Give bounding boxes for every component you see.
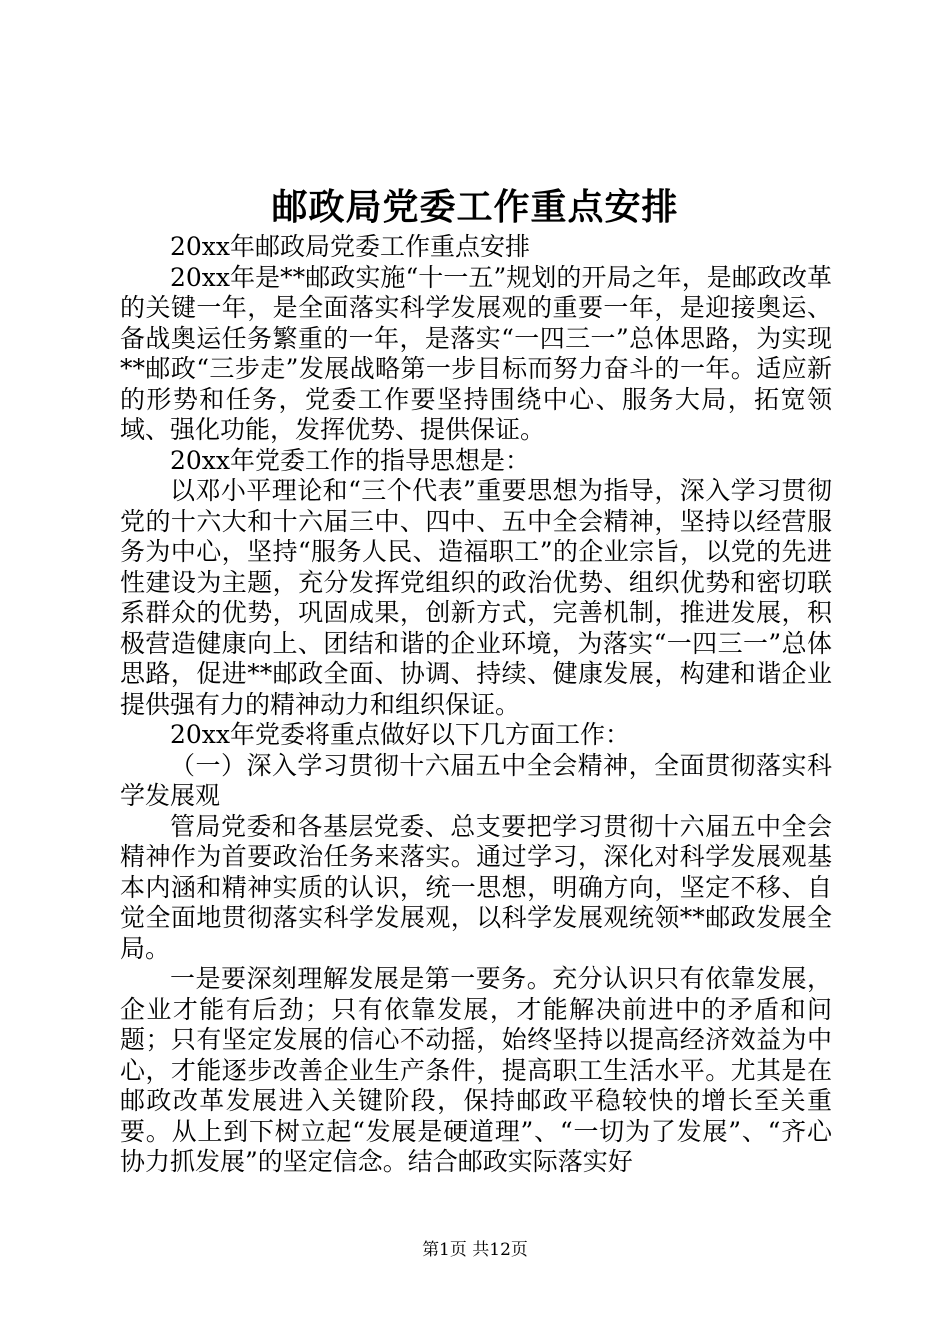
paragraph-guiding-thought: 以邓小平理论和“三个代表”重要思想为指导，深入学习贯彻党的十六大和十六届三中、四中、五中全会精神，坚持以经营服务为中心，坚持“服务人民、造福职工”的企业宗旨，以党的先进性建设为主题，充分发挥党组织的政治优势、组织优势和密切联系群众的优势，巩固成果，创新方式，完善机制，推进发展，积极营造健康向上、团结和谐的企业环境，为落实“一四三一”总体思路，促进**邮政全面、协调、持续、健康发展，构建和谐企业提供强有力的精神动力和组织保证。 <box>120 476 832 719</box>
paragraph-intro: 20xx年是**邮政实施“十一五”规划的开局之年，是邮政改革的关键一年，是全面落实科学发展观的重要一年，是迎接奥运、备战奥运任务繁重的一年，是落实“一四三一”总体思路，为实现**邮政“三步走”发展战略第一步目标而努力奋斗的一年。适应新的形势和任务，党委工作要坚持围绕中心、服务大局，拓宽领域、强化功能，发挥优势、提供保证。 <box>120 262 832 444</box>
page-footer: 第1页 共12页 <box>422 1240 528 1260</box>
section-heading-1: （一）深入学习贯彻十六届五中全会精神，全面贯彻落实科学发展观 <box>120 750 832 810</box>
paragraph-point-1: 一是要深刻理解发展是第一要务。充分认识只有依靠发展，企业才能有后劲；只有依靠发展，才能解决前进中的矛盾和问题；只有坚定发展的信心不动摇，始终坚持以提高经济效益为中心，才能逐步改善企业生产条件，提高职工生活水平。尤其是在邮政改革发展进入关键阶段，保持邮政平稳较快的增长至关重要。从上到下树立起“发展是硬道理”、“一切为了发展”、“齐心协力抓发展”的坚定信念。结合邮政实际落实好 <box>120 964 832 1176</box>
document-body <box>120 232 832 1178</box>
paragraph-subtitle: 20xx年邮政局党委工作重点安排 <box>170 232 531 261</box>
paragraph-guiding-heading: 20xx年党委工作的指导思想是： <box>170 445 531 475</box>
document-title: 邮政局党委工作重点安排 <box>271 186 679 228</box>
paragraph-tasks-heading: 20xx年党委将重点做好以下几方面工作： <box>170 720 631 749</box>
paragraph-section-1: 管局党委和各基层党委、总支要把学习贯彻十六届五中全会精神作为首要政治任务来落实。通过学习，深化对科学发展观基本内涵和精神实质的认识，统一思想，明确方向，坚定不移、自觉全面地贯彻落实科学发展观，以科学发展观统领**邮政发展全局。 <box>120 811 832 963</box>
